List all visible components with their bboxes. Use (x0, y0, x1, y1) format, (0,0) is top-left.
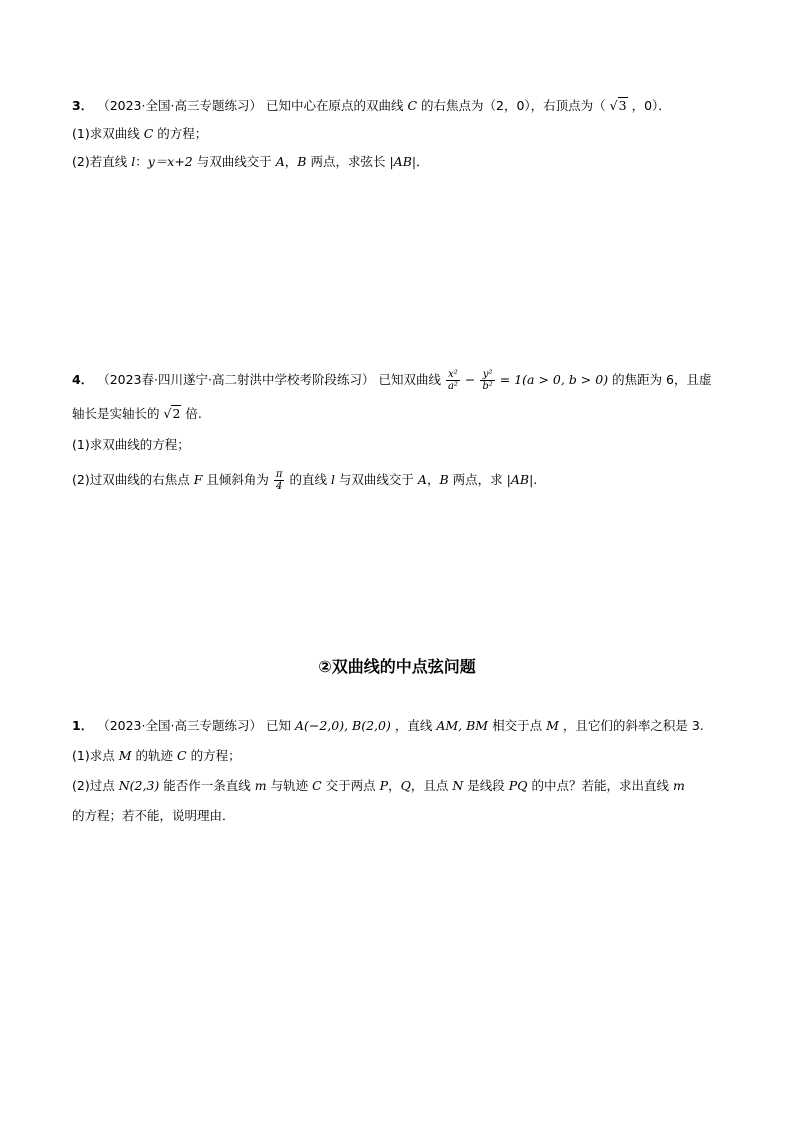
q1-text: (1)求点 (72, 748, 115, 763)
q1-text: 的方程； (190, 748, 241, 763)
var-l: l (131, 154, 136, 169)
end-mark: ． (416, 154, 429, 169)
problem-source: （2023·全国·高三专题练习） (97, 718, 262, 733)
line-equation: y＝x+2 (147, 154, 193, 169)
var-M: M (546, 718, 559, 733)
frac-num: π (275, 469, 283, 480)
sqrt-2 (164, 405, 182, 421)
frac-num: y² (480, 369, 494, 381)
q2-text: (2)若直线 (72, 154, 128, 169)
separator: ， (284, 154, 298, 169)
q2-text: 的直线 (289, 472, 327, 487)
q2-text: 是线段 (467, 778, 505, 793)
stem-text: ，且它们的斜率之积是 3. (562, 718, 704, 733)
problem-1-q1 (72, 747, 241, 765)
problem-number: 3． (72, 98, 94, 113)
section-title: ②双曲线的中点弦问题 (318, 657, 476, 676)
problem-source: （2023春·四川遂宁·高二射洪中学校考阶段练习） (97, 372, 375, 387)
q2-text: 两点，求弦长 (310, 154, 386, 169)
problem-4-stem (72, 368, 712, 392)
problem-number: 1． (72, 718, 94, 733)
q2-text: 与双曲线交于 (338, 472, 414, 487)
q2-text: 与轨迹 (270, 778, 309, 793)
q2-text: 交于两点 (325, 778, 376, 793)
var-M: M (118, 748, 132, 763)
problem-1-stem (72, 717, 704, 735)
problem-3-q2 (72, 153, 429, 171)
q1-text: 的轨迹 (135, 748, 174, 763)
stem-text: 已知双曲线 (378, 372, 441, 387)
fraction-y2-b2 (480, 369, 494, 392)
stem-text: 轴长是实轴长的 (72, 406, 160, 421)
frac-den: 4 (275, 481, 283, 492)
q2-text: 的方程；若不能，说明理由． (72, 808, 235, 823)
var-m: m (672, 778, 685, 793)
var-Q: Q (400, 778, 411, 793)
sqrt-symbol: √ (609, 98, 618, 113)
var-B: B (297, 154, 307, 169)
var-l: l (330, 472, 335, 487)
var-C: C (143, 126, 154, 141)
frac-den: a² (447, 381, 458, 392)
var-B: B (439, 472, 449, 487)
q2-text: 能否作一条直线 (163, 778, 251, 793)
stem-text: 的右焦点为（2，0），右顶点为（ (421, 98, 606, 113)
problem-1-q2 (72, 777, 685, 795)
stem-text: 倍. (185, 406, 202, 421)
problem-3-q1 (72, 125, 207, 143)
var-N: N (452, 778, 464, 793)
frac-den: b² (482, 381, 493, 392)
q2-text: 两点，求 (452, 472, 503, 487)
separator: ， (426, 472, 440, 487)
sqrt-3 (610, 97, 628, 113)
segment-PQ: PQ (508, 778, 528, 793)
q1-text: 的方程； (157, 126, 208, 141)
end-mark: . (533, 472, 538, 487)
problem-source: （2023·全国·高三专题练习） (97, 98, 262, 113)
stem-text: 的焦距为 6，且虚 (612, 372, 712, 387)
q2-text: 的中点？若能，求出直线 (531, 778, 669, 793)
sqrt-arg: 3 (618, 98, 627, 113)
fraction-pi-4 (274, 469, 285, 492)
stem-text: ，0）． (631, 98, 671, 113)
minus-sign: − (464, 372, 476, 387)
abs-AB: |AB| (506, 472, 534, 487)
var-F: F (193, 472, 203, 487)
var-C: C (312, 778, 322, 793)
q2-text: 且倾斜角为 (206, 472, 269, 487)
stem-text: 相交于点 (492, 718, 543, 733)
separator: ， (388, 778, 401, 793)
problem-number: 4． (72, 372, 94, 387)
sqrt-symbol: √ (163, 406, 172, 421)
problem-1-q2-cont (72, 807, 235, 825)
q2-text: ，且点 (410, 778, 449, 793)
equation-condition: = 1(a > 0, b > 0) (499, 372, 609, 387)
colon: ： (135, 154, 148, 169)
frac-num: x² (446, 369, 460, 381)
abs-AB: |AB| (389, 154, 417, 169)
sqrt-arg: 2 (172, 406, 181, 421)
point-N: N(2,3) (118, 778, 160, 793)
lines-AM-BM: AM, BM (436, 718, 489, 733)
fraction-x2-a2 (446, 369, 460, 392)
var-C: C (407, 98, 418, 113)
problem-4-q2 (72, 467, 537, 493)
q2-text: 与双曲线交于 (196, 154, 272, 169)
var-A: A (275, 154, 285, 169)
var-P: P (379, 778, 389, 793)
problem-4-q1 (72, 436, 190, 454)
problem-3-stem (72, 97, 671, 115)
var-C: C (177, 748, 187, 763)
var-A: A (417, 472, 427, 487)
stem-text: 已知 (265, 718, 291, 733)
q2-text: (2)过点 (72, 778, 115, 793)
q2-text: (2)过双曲线的右焦点 (72, 472, 190, 487)
points-A-B: A(−2,0), B(2,0) (294, 718, 391, 733)
var-m: m (254, 778, 267, 793)
stem-text: 已知中心在原点的双曲线 (265, 98, 404, 113)
q1-text: (1)求双曲线的方程； (72, 437, 190, 452)
stem-text: ，直线 (394, 718, 433, 733)
q1-text: (1)求双曲线 (72, 126, 140, 141)
problem-4-stem-cont (72, 405, 202, 423)
